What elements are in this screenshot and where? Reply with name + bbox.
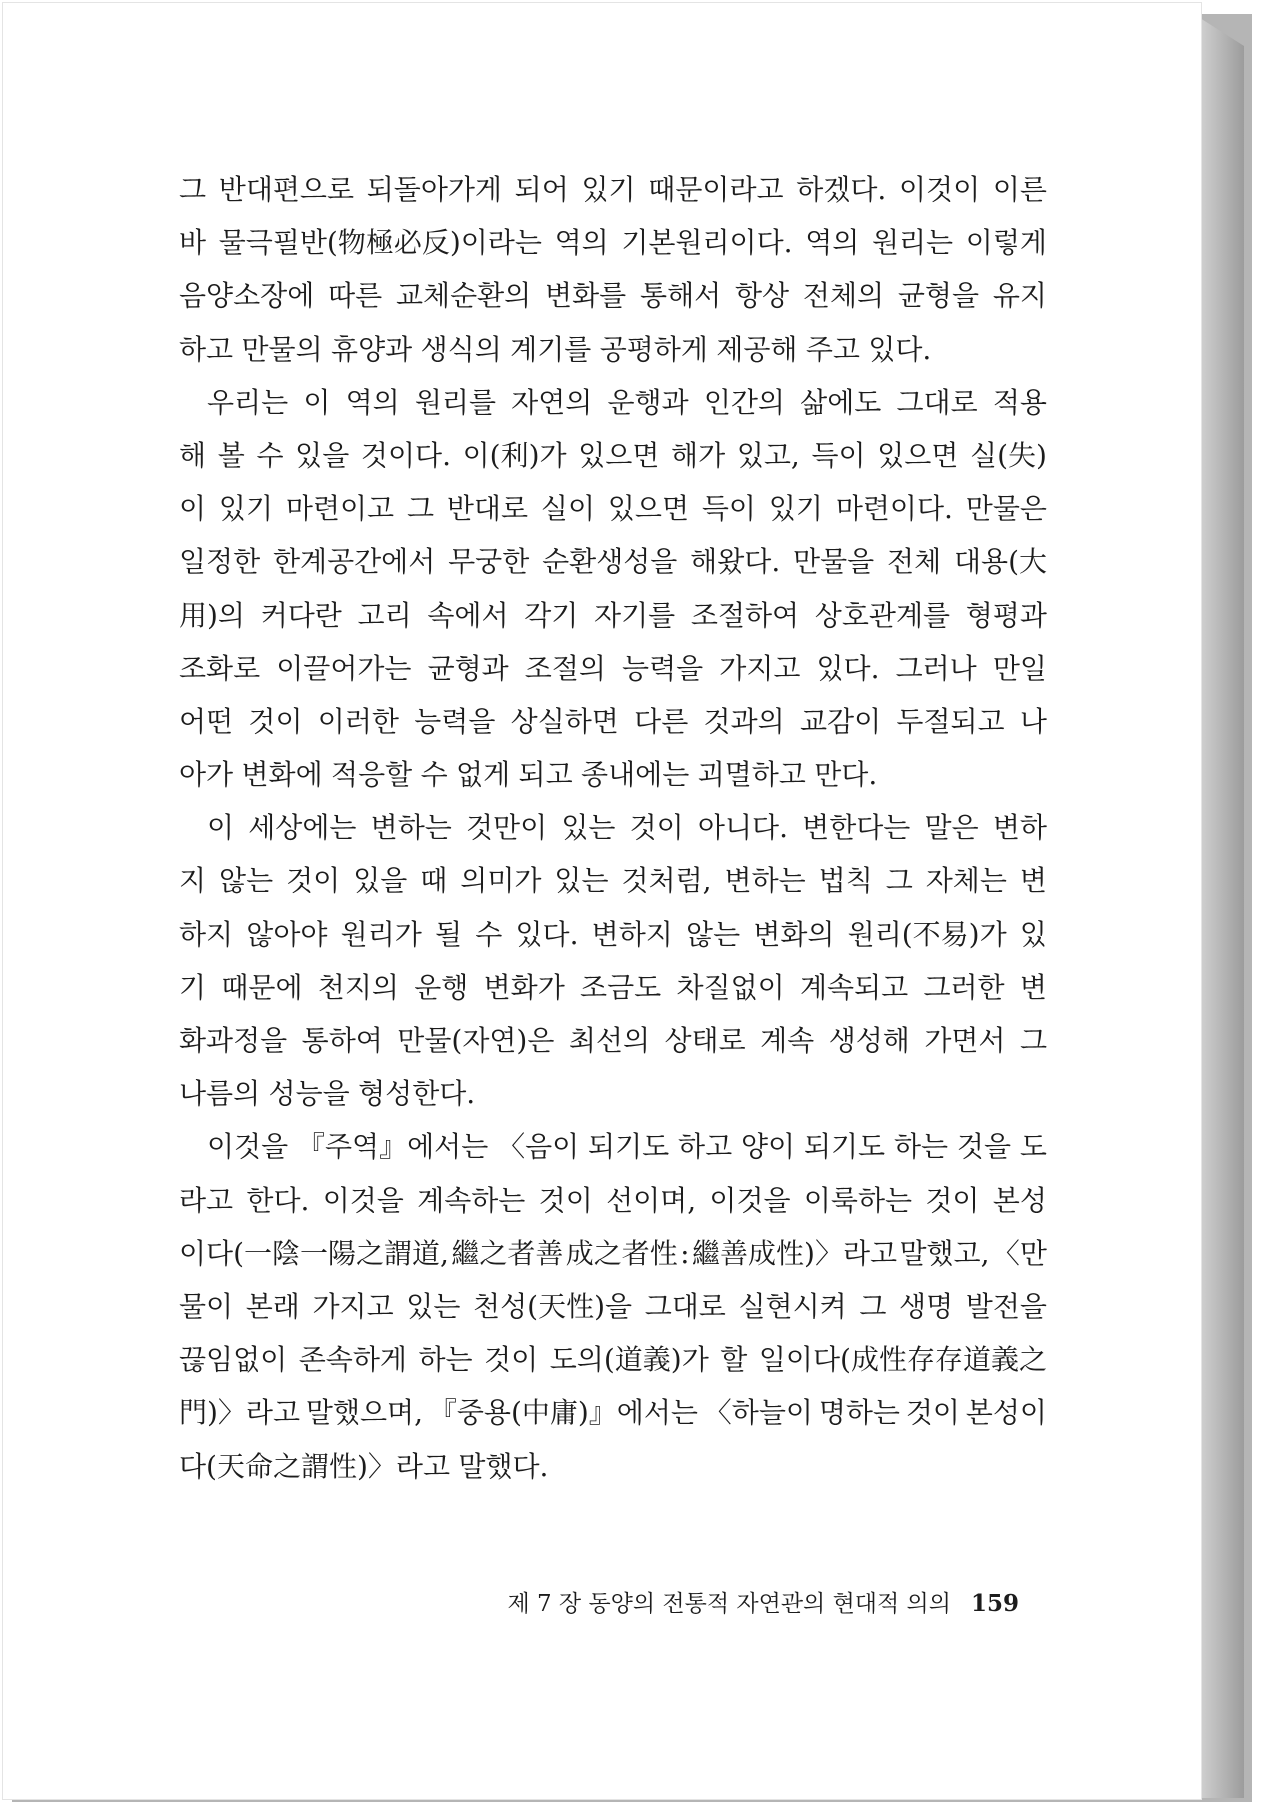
word: 이것을 (322, 1183, 404, 1217)
word: 그러한 (923, 970, 1005, 1004)
word: 역의 (345, 385, 400, 419)
word: 하고 (179, 332, 234, 366)
word: 바 (179, 226, 207, 260)
word: 이것이 (899, 173, 981, 206)
word: 하는 (893, 1130, 949, 1164)
word: 가지고 (719, 651, 801, 685)
word: 〈하늘이 (703, 1396, 813, 1430)
word: 운행 (414, 970, 469, 1004)
word: 조절하여 (690, 598, 800, 632)
word: 상실하면 (510, 704, 619, 738)
word: 하는 (418, 1343, 473, 1377)
word: 한다. (246, 1183, 310, 1217)
word: 적응할 (331, 758, 413, 792)
word: 명하는 (818, 1396, 900, 1430)
word: 것이 (484, 1343, 539, 1377)
word: 제공해 (716, 332, 798, 366)
word: 이다(一陰一陽之謂道, (179, 1236, 449, 1270)
word: 이것을 (207, 1130, 289, 1164)
word: 상태로 (664, 1024, 746, 1057)
word: 이(利)가 (462, 438, 567, 472)
text-line (179, 695, 1047, 748)
word: 기본원리이다. (621, 226, 793, 260)
word: 있는 (554, 864, 609, 898)
text-line (179, 1067, 1047, 1120)
word: 나 (1019, 704, 1047, 738)
word: 계속 (760, 1024, 815, 1057)
word: 대용(大 (953, 545, 1047, 579)
word: 기 (179, 970, 207, 1004)
word: 하겠다. (796, 173, 887, 206)
word: 법칙 (818, 864, 873, 898)
word: 때문에 (221, 970, 303, 1004)
word: 나름의 (179, 1077, 261, 1111)
word: 세상에는 (248, 811, 357, 845)
word: 수 (420, 758, 448, 792)
word: 주고 (805, 332, 860, 366)
paragraph (179, 376, 1047, 802)
word: 조금도 (580, 970, 662, 1004)
text-line (179, 1120, 1047, 1173)
word: 〈음이 (497, 1130, 580, 1164)
word: 최선의 (568, 1024, 651, 1057)
word: 성능을 (268, 1077, 350, 1111)
word: 양이 (741, 1130, 796, 1164)
word: 변화에 (241, 758, 323, 792)
word: 말했고, (899, 1236, 990, 1270)
text-line (179, 1014, 1047, 1067)
word: 자기를 (594, 598, 676, 632)
word: 변화가 (483, 970, 565, 1004)
paragraph (179, 1120, 1047, 1492)
word: 그대로 (896, 385, 978, 419)
text-line (179, 1280, 1047, 1333)
word: 우리는 (207, 385, 289, 419)
word: 가면서 (924, 1024, 1006, 1057)
text-line (179, 908, 1047, 961)
word: 用)의 (179, 598, 245, 632)
word: 있는 (561, 811, 616, 845)
word: 때 (420, 864, 448, 898)
word: 이 (207, 811, 235, 845)
word: 지 (179, 864, 207, 898)
word: 것이 (538, 1183, 593, 1217)
word: 공평하게 (599, 332, 708, 366)
word: 만다. (814, 758, 878, 792)
word: 만물은 (965, 492, 1047, 526)
word: 통해서 (640, 279, 722, 313)
text-line (179, 854, 1047, 907)
word: 득이 (701, 492, 756, 526)
word: 것이 (905, 1396, 960, 1430)
word: 교체순환의 (395, 279, 532, 313)
word: 때문이라고 (648, 173, 784, 206)
text-line (179, 642, 1047, 695)
word: 가지고 (312, 1289, 394, 1323)
word: 계속하는 (417, 1183, 526, 1217)
word: 그대로 (644, 1289, 726, 1323)
word: 반대로 (446, 492, 529, 526)
word: 실(失) (970, 438, 1047, 472)
word: 커다란 (260, 598, 342, 632)
text-line (179, 216, 1047, 269)
word: 이른 (992, 173, 1047, 206)
word: 만일 (992, 651, 1047, 685)
word: 실이 (540, 492, 595, 526)
word: 형성한다. (358, 1077, 476, 1111)
word: 변 (1019, 970, 1047, 1004)
word: 것이다. (360, 438, 451, 472)
word: 아니다. (697, 811, 788, 845)
word: 것이 (248, 704, 303, 738)
word: 생성해 (828, 1024, 910, 1057)
word: 원리를 (414, 385, 496, 419)
word: 변하는 (370, 811, 452, 845)
word: 변 (1019, 864, 1047, 898)
word: 형평과 (965, 598, 1047, 632)
word: 그 (859, 1289, 887, 1323)
word: 이룩하는 (803, 1183, 913, 1217)
word: 있는 (406, 1289, 461, 1323)
word: 되돌아가게 (366, 173, 502, 206)
word: 일정한 (179, 545, 261, 579)
word: 하고 (678, 1130, 733, 1164)
word: 계속되고 (799, 970, 909, 1004)
word: 속에서 (427, 598, 509, 632)
word: 만물을 (793, 545, 875, 579)
word: 의미가 (460, 864, 542, 898)
page-number: 159 (970, 1590, 1019, 1617)
text-line (179, 961, 1047, 1014)
word: 순환생성을 (542, 545, 678, 579)
word: 인간의 (703, 385, 785, 419)
text-line (179, 535, 1047, 588)
word: 반대편으로 (218, 173, 355, 206)
word: 있으면 (607, 492, 690, 526)
word: 그 (179, 173, 207, 206)
word: 수 (475, 917, 503, 951)
running-head: 제 7 장 동양의 전통적 자연관의 현대적 의의 (507, 1591, 951, 1617)
word: 따른 (328, 279, 383, 313)
word: 아가 (179, 758, 234, 792)
word: 변화를 (545, 279, 627, 313)
body-text (179, 163, 1047, 1493)
word: 물이 (179, 1289, 234, 1323)
word: 조화로 (179, 651, 261, 685)
word: 있을 (295, 438, 350, 472)
word: 있다. (515, 917, 579, 951)
word: 없게 (456, 758, 511, 792)
word: 볼 (217, 438, 245, 472)
word: 능력을 (622, 651, 704, 685)
word: 본래 (245, 1289, 300, 1323)
word: 해 (179, 438, 207, 472)
word: 있으면 (877, 438, 959, 472)
word: 않는 (219, 864, 274, 898)
word: 발전을 (965, 1289, 1047, 1323)
word: : (680, 1236, 690, 1270)
word: 음양소장에 (179, 279, 315, 313)
word: 이 (179, 492, 207, 526)
text-line (179, 429, 1047, 482)
word: 계기를 (510, 332, 592, 366)
word: 있고, (736, 438, 800, 472)
word: 있다. (816, 651, 880, 685)
word: 조절의 (524, 651, 606, 685)
word: 있 (1019, 917, 1047, 951)
word: 것처럼, (621, 864, 712, 898)
word: 균형을 (897, 279, 980, 313)
word: 있을 (353, 864, 408, 898)
text-line (179, 801, 1047, 854)
word: 변하지 (591, 917, 673, 951)
page-edge (1200, 18, 1244, 1798)
text-line (179, 1227, 1047, 1280)
word: 이러한 (317, 704, 399, 738)
word: 전체 (887, 545, 942, 579)
word: 『중용(中庸)』에서는 (428, 1396, 698, 1430)
word: 고리 (357, 598, 412, 632)
word: 항상 (734, 279, 790, 313)
word: 마련이다. (835, 492, 953, 526)
word: 있다. (868, 332, 932, 366)
text-line (179, 323, 1047, 376)
word: 변하 (992, 811, 1047, 845)
word: 것이 (925, 1183, 980, 1217)
word: 다(天命之謂性)〉라고 (179, 1449, 450, 1483)
word: 자연의 (511, 385, 593, 419)
word: 무궁한 (448, 545, 530, 579)
word: 않는 (686, 917, 741, 951)
word: 되어 (514, 173, 569, 206)
word: 역의 (554, 226, 609, 260)
word: 만물(자연)은 (397, 1024, 555, 1057)
text-line (179, 376, 1047, 429)
word: 成之者性 (565, 1236, 678, 1270)
word: 것을 (956, 1130, 1012, 1164)
word: 것만이 (465, 811, 548, 845)
word: 자체는 (925, 864, 1007, 898)
word: 유지 (992, 279, 1047, 313)
word: 도 (1019, 1130, 1047, 1164)
word: 능력을 (414, 704, 496, 738)
word: 되고 (518, 758, 573, 792)
word: 다른 (634, 704, 689, 738)
word: 있기 (218, 492, 274, 526)
word: 휴양과 (331, 332, 413, 366)
word: 것이 (629, 811, 684, 845)
word: 물극필반(物極必反)이라는 (218, 226, 542, 260)
word: 괴멸하고 (697, 758, 806, 792)
word: 수 (256, 438, 284, 472)
word: 원리가 (340, 917, 422, 951)
paragraph (179, 801, 1047, 1120)
paragraph (179, 163, 1047, 376)
word: 그 (1019, 1024, 1047, 1057)
word: 있기 (768, 492, 823, 526)
word: 생식의 (420, 332, 502, 366)
text-line (179, 269, 1047, 322)
word: 해가 (671, 438, 726, 472)
word: 말은 (924, 811, 979, 845)
word: 어떤 (179, 704, 234, 738)
word: 선이며, (606, 1183, 697, 1217)
word: 그 (885, 864, 913, 898)
word: 끊임없이 (179, 1343, 288, 1377)
word: 그 (406, 492, 435, 526)
word: 繼善成性)〉라고 (692, 1236, 898, 1270)
word: 것이 (286, 864, 341, 898)
word: 통하여 (301, 1024, 383, 1057)
word: 말했다. (458, 1449, 549, 1483)
word: 전체의 (802, 279, 885, 313)
word: 본성이 (965, 1396, 1047, 1430)
word: 이끌어가는 (276, 651, 412, 685)
text-line (179, 1174, 1047, 1227)
word: 상호관계를 (814, 598, 951, 632)
word: 종내에는 (581, 758, 690, 792)
book-page (2, 2, 1202, 1800)
word: 삶에도 (800, 385, 882, 419)
word: 있으면 (578, 438, 660, 472)
word: 만물의 (241, 332, 323, 366)
word: 도의(道義)가 (549, 1343, 709, 1377)
word: 해왔다. (690, 545, 781, 579)
word: 이렇게 (965, 226, 1047, 260)
word: 원리는 (871, 226, 954, 260)
word: 두절되고 (896, 704, 1005, 738)
text-line (179, 1386, 1047, 1439)
word: 본성 (992, 1183, 1047, 1217)
word: 일이다(成性存存道義之 (758, 1343, 1047, 1377)
word: 한계공간에서 (272, 545, 436, 579)
word: 門)〉라고 (179, 1396, 301, 1430)
word: 라고 (179, 1183, 234, 1217)
word: 〈만 (991, 1236, 1047, 1270)
word: 천지의 (317, 970, 399, 1004)
word: 운행과 (607, 385, 689, 419)
word: 마련이고 (285, 492, 395, 526)
word: 천성(天性)을 (473, 1289, 633, 1323)
word: 『주역』에서는 (297, 1130, 489, 1164)
word: 말했으며, (305, 1396, 423, 1430)
word: 득이 (811, 438, 866, 472)
word: 교감이 (799, 704, 882, 738)
text-line (179, 482, 1047, 535)
word: 않아야 (246, 917, 328, 951)
text-line (179, 163, 1047, 216)
word: 변화의 (753, 917, 835, 951)
word: 원리(不易)가 (847, 917, 1007, 951)
word: 할 (720, 1343, 748, 1377)
word: 각기 (524, 598, 579, 632)
word: 되기도 (803, 1130, 886, 1164)
word: 생명 (899, 1289, 954, 1323)
word: 화과정을 (179, 1024, 288, 1057)
word: 실현시켜 (738, 1289, 847, 1323)
word: 繼之者善 (451, 1236, 564, 1270)
word: 존속하게 (298, 1343, 407, 1377)
word: 균형과 (427, 651, 509, 685)
text-line (179, 1333, 1047, 1386)
word: 이것을 (709, 1183, 791, 1217)
word: 되기도 (588, 1130, 670, 1164)
word: 차질없이 (676, 970, 785, 1004)
word: 역의 (805, 226, 860, 260)
page-footer (499, 1585, 1019, 1618)
word: 하지 (179, 917, 234, 951)
word: 될 (434, 917, 463, 951)
word: 있기 (581, 173, 636, 206)
text-line (179, 589, 1047, 642)
text-line (179, 748, 1047, 801)
word: 것과의 (703, 704, 785, 738)
word: 변한다는 (802, 811, 911, 845)
text-line (179, 1440, 1047, 1493)
word: 이 (303, 385, 331, 419)
word: 적용 (992, 385, 1047, 419)
word: 변하는 (724, 864, 806, 898)
word: 그러나 (895, 651, 977, 685)
